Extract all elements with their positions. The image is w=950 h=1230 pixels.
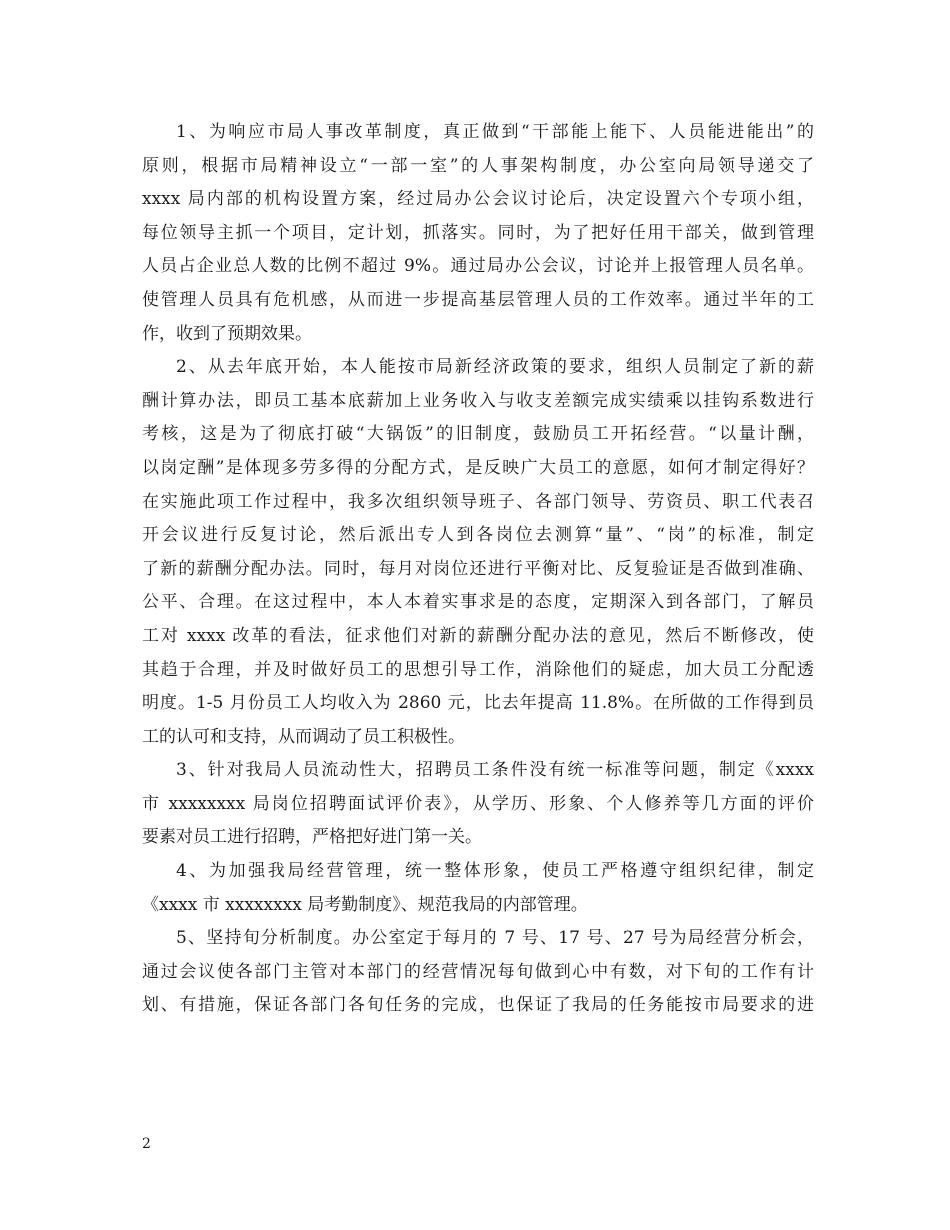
text-line: 5、坚持旬分析制度。办公室定于每月的 7 号、17 号、27 号为局经营分析会， — [176, 928, 814, 949]
text-line: 4、为加强我局经营管理，统一整体形象，使员工严格遵守组织纪律，制定 — [176, 861, 814, 882]
text-line: 工的认可和支持，从而调动了员工积极性。 — [142, 726, 465, 747]
text-line: 《xxxx 市 xxxxxxxx 局考勤制度》、规范我局的内部管理。 — [142, 894, 588, 915]
text-line: 考核，这是为了彻底打破“大锅饭”的旧制度，鼓励员工开拓经营。“以量计酬， — [142, 424, 814, 445]
text-line: 每位领导主抓一个项目，定计划，抓落实。同时，为了把好任用干部关，做到管理 — [142, 222, 814, 243]
text-line: 人员占企业总人数的比例不超过 9%。通过局办公会议，讨论并上报管理人员名单。 — [142, 256, 814, 277]
text-line: 在实施此项工作过程中，我多次组织领导班子、各部门领导、劳资员、职工代表召 — [142, 491, 814, 512]
text-line: 市 xxxxxxxx 局岗位招聘面试评价表》，从学历、形象、个人修养等几方面的评价 — [142, 793, 814, 814]
text-line: 酬计算办法，即员工基本底薪加上业务收入与收支差额完成实绩乘以挂钩系数进行 — [142, 390, 814, 411]
text-line: 要素对员工进行招聘，严格把好进门第一关。 — [142, 827, 482, 848]
text-line: xxxx 局内部的机构设置方案，经过局办公会议讨论后，决定设置六个专项小组， — [142, 189, 814, 210]
document-body — [142, 116, 814, 1023]
text-line: 通过会议使各部门主管对本部门的经营情况每旬做到心中有数，对下旬的工作有计 — [142, 961, 814, 982]
text-line: 了新的薪酬分配办法。同时，每月对岗位还进行平衡对比、反复验证是否做到准确、 — [142, 558, 814, 579]
text-line: 明度。1-5 月份员工人均收入为 2860 元，比去年提高 11.8%。在所做的工作得到员 — [142, 693, 814, 714]
text-line: 2、从去年底开始，本人能按市局新经济政策的要求，组织人员制定了新的薪 — [176, 357, 814, 378]
text-line: 开会议进行反复讨论，然后派出专人到各岗位去测算“量”、“岗”的标准，制定 — [142, 525, 814, 546]
page-number: 2 — [142, 1136, 151, 1152]
text-line: 其趋于合理，并及时做好员工的思想引导工作，消除他们的疑虑，加大员工分配透 — [142, 659, 814, 680]
text-line: 划、有措施，保证各部门各旬任务的完成，也保证了我局的任务能按市局要求的进 — [142, 995, 814, 1016]
text-line: 公平、合理。在这过程中，本人本着实事求是的态度，定期深入到各部门，了解员 — [142, 592, 814, 613]
text-line: 以岗定酬”是体现多劳多得的分配方式，是反映广大员工的意愿，如何才制定得好？ — [142, 457, 814, 478]
text-line: 原则，根据市局精神设立“一部一室”的人事架构制度，办公室向局领导递交了 — [142, 155, 814, 176]
text-line: 作，收到了预期效果。 — [142, 323, 312, 344]
text-line: 工对 xxxx 改革的看法，征求他们对新的薪酬分配办法的意见，然后不断修改，使 — [142, 625, 814, 646]
text-line: 3、针对我局人员流动性大，招聘员工条件没有统一标准等问题，制定《xxxx — [176, 760, 814, 781]
text-line: 使管理人员具有危机感，从而进一步提高基层管理人员的工作效率。通过半年的工 — [142, 289, 814, 310]
text-line: 1、为响应市局人事改革制度，真正做到“干部能上能下、人员能进能出”的 — [176, 122, 814, 142]
